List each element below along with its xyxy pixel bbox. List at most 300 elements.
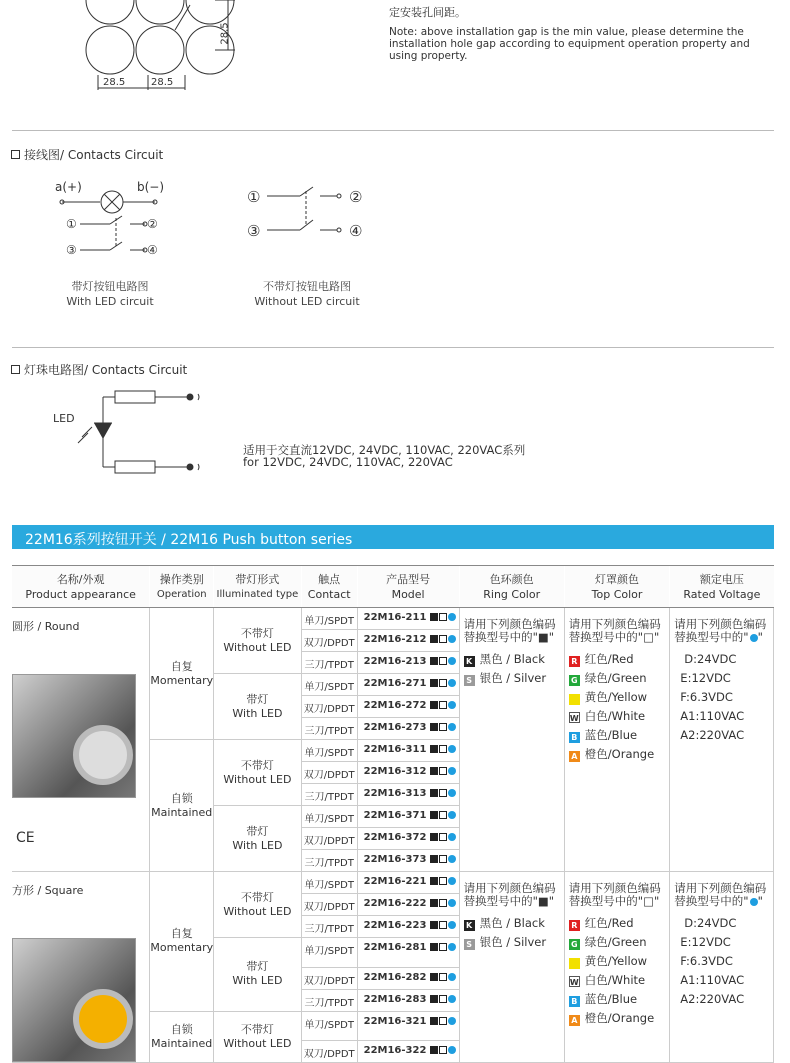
ring-instructions-text: 替换型号中的"■" bbox=[463, 630, 555, 644]
column-header-en: Operation bbox=[156, 588, 207, 600]
illuminated-en: Without LED bbox=[223, 772, 292, 786]
voltage-color-item bbox=[674, 933, 773, 952]
top-color-item bbox=[569, 990, 670, 1009]
illuminated-zh: 不带灯 bbox=[240, 626, 274, 640]
top-color-placeholder-icon bbox=[439, 657, 447, 665]
illuminated-en: Without LED bbox=[223, 904, 292, 918]
ring-color-placeholder-icon bbox=[430, 701, 438, 709]
voltage-color-item bbox=[674, 726, 773, 745]
voltage-instructions bbox=[674, 618, 773, 644]
contact-cell: 单刀/SPDT bbox=[301, 872, 357, 894]
column-header-en: Illuminated type bbox=[216, 588, 299, 600]
voltage-placeholder-icon bbox=[448, 811, 456, 819]
column-header-zh: 名称/外观 bbox=[56, 572, 105, 586]
top-color-placeholder-icon bbox=[439, 899, 447, 907]
color-label: 红色/Red bbox=[584, 916, 634, 930]
model-cell bbox=[357, 894, 459, 916]
color-swatch: K bbox=[464, 920, 475, 931]
model-cell bbox=[357, 652, 459, 674]
top-instructions bbox=[569, 618, 670, 644]
ring-color-placeholder-icon bbox=[430, 1017, 438, 1025]
column-header-zh: 灯罩颜色 bbox=[595, 572, 640, 586]
illuminated-en: With LED bbox=[232, 838, 283, 852]
round-shape-label: 圆形 / Round bbox=[12, 620, 80, 633]
top-color-placeholder-icon bbox=[439, 877, 447, 885]
illuminated-cell bbox=[214, 938, 302, 1012]
contact-cell: 双刀/DPDT bbox=[301, 630, 357, 652]
series-banner: 22M16系列按钮开关 / 22M16 Push button series bbox=[12, 525, 774, 549]
illuminated-zh: 带灯 bbox=[246, 692, 269, 706]
model-cell bbox=[357, 989, 459, 1011]
voltage-color-item bbox=[674, 914, 773, 933]
ring-color-placeholder-icon bbox=[430, 745, 438, 753]
ring-instructions bbox=[464, 882, 564, 908]
model-cell bbox=[357, 850, 459, 872]
top-color-item bbox=[569, 745, 670, 764]
column-header-zh: 操作类别 bbox=[159, 572, 204, 586]
model-cell bbox=[357, 967, 459, 989]
ring-color-item bbox=[464, 650, 564, 669]
ring-color-placeholder-icon bbox=[430, 995, 438, 1003]
top-color-list bbox=[565, 608, 670, 764]
color-label: 蓝色/Blue bbox=[584, 728, 638, 742]
model-number: 22M16-213 bbox=[363, 656, 427, 667]
column-header-zh: 带灯形式 bbox=[235, 572, 280, 586]
contact-cell: 双刀/DPDT bbox=[301, 1041, 357, 1063]
led-circuit-heading bbox=[11, 361, 187, 378]
color-swatch: B bbox=[569, 732, 580, 743]
color-swatch: B bbox=[569, 996, 580, 1007]
contact-cell: 三刀/TPDT bbox=[301, 989, 357, 1011]
contact-cell: 单刀/SPDT bbox=[301, 1011, 357, 1041]
top-color-item bbox=[569, 726, 670, 745]
model-cell bbox=[357, 938, 459, 968]
color-label: 银色 / Silver bbox=[479, 935, 547, 949]
ring-color-placeholder-icon bbox=[430, 789, 438, 797]
color-swatch: W bbox=[569, 978, 579, 987]
voltage-instructions-line2 bbox=[674, 895, 773, 908]
voltage-placeholder-icon bbox=[448, 943, 456, 951]
divider bbox=[12, 130, 774, 131]
model-number: 22M16-312 bbox=[363, 766, 427, 777]
color-label: 白色/White bbox=[584, 709, 646, 723]
ring-color-cell bbox=[459, 608, 564, 872]
column-header-en: Contact bbox=[307, 587, 351, 601]
ce-mark: CE bbox=[16, 830, 35, 846]
voltage-placeholder-icon bbox=[448, 921, 456, 929]
model-number: 22M16-373 bbox=[363, 854, 427, 865]
operation-en: Momentary bbox=[150, 941, 214, 955]
ring-color-placeholder-icon bbox=[430, 635, 438, 643]
ring-color-placeholder-icon bbox=[430, 679, 438, 687]
ring-color-item bbox=[464, 933, 564, 952]
model-cell bbox=[357, 762, 459, 784]
column-header-en: Product appearance bbox=[25, 587, 136, 601]
column-header-en: Model bbox=[391, 587, 425, 601]
top-color-item bbox=[569, 707, 670, 726]
illuminated-cell bbox=[214, 872, 302, 938]
top-color-placeholder-icon bbox=[439, 973, 447, 981]
model-number: 22M16-272 bbox=[363, 700, 427, 711]
column-header bbox=[12, 566, 150, 608]
ring-color-placeholder-icon bbox=[430, 811, 438, 819]
illuminated-en: Without LED bbox=[223, 1036, 292, 1050]
ring-color-item bbox=[464, 914, 564, 933]
voltage-color-item bbox=[674, 650, 773, 669]
voltage-instructions-end: " bbox=[757, 894, 763, 908]
column-header bbox=[357, 566, 459, 608]
round-appearance-cell bbox=[12, 608, 150, 872]
color-label: 黄色/Yellow bbox=[584, 954, 648, 968]
operation-en: Momentary bbox=[150, 673, 214, 687]
voltage-placeholder-icon bbox=[448, 877, 456, 885]
top-color-placeholder-icon bbox=[439, 943, 447, 951]
blue-dot-icon bbox=[750, 634, 758, 642]
table-row bbox=[12, 608, 774, 630]
ring-color-placeholder-icon bbox=[430, 943, 438, 951]
voltage-instructions-line2 bbox=[674, 631, 773, 644]
voltage-placeholder-icon bbox=[448, 899, 456, 907]
model-number: 22M16-222 bbox=[363, 898, 427, 909]
top-color-placeholder-icon bbox=[439, 701, 447, 709]
column-header-zh: 触点 bbox=[318, 572, 341, 586]
operation-cell bbox=[150, 608, 214, 740]
voltage-placeholder-icon bbox=[448, 789, 456, 797]
wo-n2: ② bbox=[349, 188, 363, 206]
column-header bbox=[459, 566, 564, 608]
wo-n1: ① bbox=[247, 188, 261, 206]
model-cell bbox=[357, 806, 459, 828]
contact-cell: 单刀/SPDT bbox=[301, 806, 357, 828]
contact-cell: 双刀/DPDT bbox=[301, 696, 357, 718]
led-applies bbox=[243, 444, 525, 468]
model-number: 22M16-221 bbox=[363, 876, 427, 887]
color-label: 蓝色/Blue bbox=[584, 992, 638, 1006]
ring-instructions bbox=[464, 618, 564, 644]
without-led-caption bbox=[232, 279, 382, 309]
operation-zh: 自锁 bbox=[170, 1022, 193, 1036]
color-swatch: A bbox=[569, 751, 580, 762]
model-number: 22M16-271 bbox=[363, 678, 427, 689]
illuminated-zh: 带灯 bbox=[246, 824, 269, 838]
voltage-placeholder-icon bbox=[448, 995, 456, 1003]
ring-color-placeholder-icon bbox=[430, 723, 438, 731]
voltage-code: D:24VDC bbox=[684, 652, 737, 666]
square-product-photo bbox=[12, 938, 136, 1062]
led-applies-en: for 12VDC, 24VDC, 110VAC, 220VAC bbox=[243, 455, 453, 469]
contacts-circuit-heading bbox=[11, 146, 163, 163]
model-cell bbox=[357, 916, 459, 938]
voltage-placeholder-icon bbox=[448, 1046, 456, 1054]
model-cell bbox=[357, 718, 459, 740]
top-color-placeholder-icon bbox=[439, 679, 447, 687]
model-number: 22M16-283 bbox=[363, 993, 427, 1005]
voltage-color-item bbox=[674, 688, 773, 707]
dim-label-c: 28.5 bbox=[219, 22, 231, 45]
model-number: 22M16-313 bbox=[363, 788, 427, 799]
color-label: 绿色/Green bbox=[584, 935, 647, 949]
top-color-placeholder-icon bbox=[439, 635, 447, 643]
ring-color-placeholder-icon bbox=[430, 973, 438, 981]
voltage-placeholder-icon bbox=[448, 833, 456, 841]
ring-color-placeholder-icon bbox=[430, 921, 438, 929]
voltage-code: D:24VDC bbox=[684, 916, 737, 930]
contact-cell: 三刀/TPDT bbox=[301, 652, 357, 674]
top-color-cell bbox=[564, 872, 670, 1063]
color-label: 橙色/Orange bbox=[584, 747, 655, 761]
top-color-cell bbox=[564, 608, 670, 872]
top-color-item bbox=[569, 650, 670, 669]
voltage-color-list bbox=[670, 872, 773, 1009]
color-swatch: R bbox=[569, 656, 580, 667]
top-color-item bbox=[569, 933, 670, 952]
top-instructions bbox=[569, 882, 670, 908]
column-header-zh: 产品型号 bbox=[386, 572, 431, 586]
dim-label-b: 28.5 bbox=[151, 77, 174, 88]
color-swatch: G bbox=[569, 939, 580, 950]
model-cell bbox=[357, 828, 459, 850]
color-label: 红色/Red bbox=[584, 652, 634, 666]
column-header-en: Top Color bbox=[591, 587, 643, 601]
ring-color-placeholder-icon bbox=[430, 767, 438, 775]
top-color-placeholder-icon bbox=[439, 613, 447, 621]
ring-color-placeholder-icon bbox=[430, 657, 438, 665]
illuminated-zh: 带灯 bbox=[246, 960, 269, 974]
illuminated-cell bbox=[214, 806, 302, 872]
illuminated-cell bbox=[214, 740, 302, 806]
color-label: 黄色/Yellow bbox=[584, 690, 648, 704]
top-color-placeholder-icon bbox=[439, 995, 447, 1003]
voltage-code: E:12VDC bbox=[680, 671, 731, 685]
top-color-placeholder-icon bbox=[439, 1046, 447, 1054]
contact-cell: 三刀/TPDT bbox=[301, 916, 357, 938]
ring-instructions-line1: 请用下列颜色编码 bbox=[463, 881, 556, 895]
top-instructions-line2 bbox=[569, 895, 670, 908]
top-color-item bbox=[569, 914, 670, 933]
model-number: 22M16-223 bbox=[363, 920, 427, 931]
voltage-placeholder-icon bbox=[448, 973, 456, 981]
voltage-code: F:6.3VDC bbox=[680, 690, 733, 704]
top-color-item bbox=[569, 952, 670, 971]
model-cell bbox=[357, 784, 459, 806]
ring-instructions-line1: 请用下列颜色编码 bbox=[463, 617, 556, 631]
voltage-instructions-end: " bbox=[757, 630, 763, 644]
model-number: 22M16-371 bbox=[363, 810, 427, 821]
divider bbox=[12, 347, 774, 348]
voltage-color-list bbox=[670, 608, 773, 745]
model-cell bbox=[357, 1041, 459, 1063]
without-led-caption-en: Without LED circuit bbox=[254, 295, 360, 308]
column-header bbox=[301, 566, 357, 608]
contact-cell: 三刀/TPDT bbox=[301, 784, 357, 806]
voltage-placeholder-icon bbox=[448, 679, 456, 687]
wl-n4: ④ bbox=[147, 243, 158, 257]
voltage-code: A1:110VAC bbox=[680, 709, 745, 723]
operation-zh: 自锁 bbox=[170, 791, 193, 805]
color-label: 白色/White bbox=[584, 973, 646, 987]
without-led-circuit-diagram bbox=[245, 182, 375, 242]
voltage-color-item bbox=[674, 707, 773, 726]
model-cell bbox=[357, 630, 459, 652]
led-label: LED bbox=[53, 412, 75, 425]
square-shape-label: 方形 / Square bbox=[12, 884, 84, 897]
model-cell bbox=[357, 1011, 459, 1041]
top-color-placeholder-icon bbox=[439, 745, 447, 753]
ring-color-placeholder-icon bbox=[430, 855, 438, 863]
contact-cell: 三刀/TPDT bbox=[301, 850, 357, 872]
with-led-caption-en: With LED circuit bbox=[66, 295, 154, 308]
blue-dot-icon bbox=[750, 898, 758, 906]
column-header bbox=[150, 566, 214, 608]
ring-color-placeholder-icon bbox=[430, 613, 438, 621]
column-header-en: Ring Color bbox=[483, 587, 541, 601]
operation-zh: 自复 bbox=[170, 659, 193, 673]
voltage-placeholder-icon bbox=[448, 767, 456, 775]
color-label: 绿色/Green bbox=[584, 671, 647, 685]
illuminated-en: With LED bbox=[232, 974, 283, 988]
ring-color-placeholder-icon bbox=[430, 1046, 438, 1054]
wl-n2: ② bbox=[147, 217, 158, 231]
voltage-placeholder-icon bbox=[448, 657, 456, 665]
ring-instructions-line2 bbox=[464, 895, 564, 908]
voltage-placeholder-icon bbox=[448, 613, 456, 621]
ring-color-cell bbox=[459, 872, 564, 1063]
voltage-instructions-text: 替换型号中的" bbox=[674, 894, 749, 908]
operation-cell bbox=[150, 740, 214, 872]
color-label: 黑色 / Black bbox=[479, 916, 545, 930]
voltage-placeholder-icon bbox=[448, 1017, 456, 1025]
operation-zh: 自复 bbox=[170, 927, 193, 941]
voltage-placeholder-icon bbox=[448, 635, 456, 643]
column-header-en: Rated Voltage bbox=[683, 587, 761, 601]
with-led-caption-zh: 带灯按钮电路图 bbox=[71, 280, 149, 293]
model-number: 22M16-311 bbox=[363, 744, 427, 755]
color-swatch: G bbox=[569, 675, 580, 686]
top-color-placeholder-icon bbox=[439, 767, 447, 775]
button-ring bbox=[73, 989, 133, 1049]
model-number: 22M16-281 bbox=[363, 942, 427, 953]
top-instructions-text: 替换型号中的"□" bbox=[568, 894, 660, 908]
contact-cell: 单刀/SPDT bbox=[301, 938, 357, 968]
top-color-item bbox=[569, 971, 670, 990]
wl-a-label: a(+) bbox=[55, 180, 82, 194]
wo-n3: ③ bbox=[247, 222, 261, 240]
voltage-color-item bbox=[674, 669, 773, 688]
voltage-color-item bbox=[674, 952, 773, 971]
wl-n3: ③ bbox=[66, 243, 77, 257]
contact-cell: 双刀/DPDT bbox=[301, 967, 357, 989]
voltage-instructions bbox=[674, 882, 773, 908]
model-number: 22M16-322 bbox=[363, 1045, 427, 1056]
note-en: Note: above installation gap is the min value, please determine the installation hole gap according to equipment operation property and using property. bbox=[389, 26, 750, 62]
voltage-placeholder-icon bbox=[448, 855, 456, 863]
model-cell bbox=[357, 608, 459, 630]
contact-cell: 双刀/DPDT bbox=[301, 762, 357, 784]
column-header bbox=[670, 566, 774, 608]
led-circuit-title: 灯珠电路图/ Contacts Circuit bbox=[24, 363, 188, 377]
column-header-zh: 色环颜色 bbox=[489, 572, 534, 586]
illuminated-en: Without LED bbox=[223, 640, 292, 654]
voltage-instructions-line1: 请用下列颜色编码 bbox=[674, 617, 767, 631]
illuminated-zh: 不带灯 bbox=[240, 1022, 274, 1036]
top-instructions-text: 替换型号中的"□" bbox=[568, 630, 660, 644]
model-number: 22M16-273 bbox=[363, 722, 427, 733]
top-color-item bbox=[569, 1009, 670, 1028]
illuminated-zh: 不带灯 bbox=[240, 890, 274, 904]
contact-cell: 双刀/DPDT bbox=[301, 894, 357, 916]
ring-color-list bbox=[460, 872, 564, 952]
model-number: 22M16-372 bbox=[363, 832, 427, 843]
ring-instructions-line2 bbox=[464, 631, 564, 644]
top-instructions-line1: 请用下列颜色编码 bbox=[568, 617, 661, 631]
top-color-placeholder-icon bbox=[439, 855, 447, 863]
note-zh: 定安装孔间距。 bbox=[389, 6, 466, 19]
voltage-code: F:6.3VDC bbox=[680, 954, 733, 968]
ring-instructions-text: 替换型号中的"■" bbox=[463, 894, 555, 908]
without-led-caption-zh: 不带灯按钮电路图 bbox=[263, 280, 351, 293]
operation-en: Maintained bbox=[151, 1036, 213, 1050]
voltage-color-cell bbox=[670, 872, 774, 1063]
column-header bbox=[564, 566, 670, 608]
color-label: 橙色/Orange bbox=[584, 1011, 655, 1025]
color-swatch: K bbox=[464, 656, 475, 667]
contacts-circuit-title: 接线图/ Contacts Circuit bbox=[24, 148, 164, 162]
top-color-placeholder-icon bbox=[439, 921, 447, 929]
voltage-color-cell bbox=[670, 608, 774, 872]
led-circuit-diagram bbox=[70, 385, 210, 480]
voltage-color-item bbox=[674, 971, 773, 990]
model-cell bbox=[357, 740, 459, 762]
wl-n1: ① bbox=[66, 217, 77, 231]
voltage-placeholder-icon bbox=[448, 701, 456, 709]
illuminated-zh: 不带灯 bbox=[240, 758, 274, 772]
voltage-code: E:12VDC bbox=[680, 935, 731, 949]
ring-color-placeholder-icon bbox=[430, 877, 438, 885]
ring-color-list bbox=[460, 608, 564, 688]
illuminated-en: With LED bbox=[232, 706, 283, 720]
contact-cell: 三刀/TPDT bbox=[301, 718, 357, 740]
voltage-code: A2:220VAC bbox=[680, 992, 745, 1006]
voltage-instructions-line1: 请用下列颜色编码 bbox=[674, 881, 767, 895]
checkbox-icon bbox=[11, 365, 20, 374]
model-cell bbox=[357, 674, 459, 696]
table-row bbox=[12, 872, 774, 894]
voltage-placeholder-icon bbox=[448, 723, 456, 731]
top-color-placeholder-icon bbox=[439, 723, 447, 731]
voltage-code: A2:220VAC bbox=[680, 728, 745, 742]
top-color-list bbox=[565, 872, 670, 1028]
ring-color-placeholder-icon bbox=[430, 833, 438, 841]
illuminated-cell bbox=[214, 1011, 302, 1063]
checkbox-icon bbox=[11, 150, 20, 159]
button-ring bbox=[73, 725, 133, 785]
ring-color-placeholder-icon bbox=[430, 899, 438, 907]
contact-cell: 双刀/DPDT bbox=[301, 828, 357, 850]
with-led-caption bbox=[40, 279, 180, 309]
top-color-placeholder-icon bbox=[439, 811, 447, 819]
model-number: 22M16-321 bbox=[363, 1015, 427, 1027]
table-header-row bbox=[12, 566, 774, 608]
model-cell bbox=[357, 696, 459, 718]
led-applies-zh: 适用于交直流12VDC, 24VDC, 110VAC, 220VAC系列 bbox=[243, 443, 526, 457]
top-instructions-line2 bbox=[569, 631, 670, 644]
color-label: 银色 / Silver bbox=[479, 671, 547, 685]
voltage-code: A1:110VAC bbox=[680, 973, 745, 987]
contact-cell: 单刀/SPDT bbox=[301, 608, 357, 630]
top-color-placeholder-icon bbox=[439, 833, 447, 841]
ring-color-item bbox=[464, 669, 564, 688]
operation-cell bbox=[150, 1011, 214, 1063]
